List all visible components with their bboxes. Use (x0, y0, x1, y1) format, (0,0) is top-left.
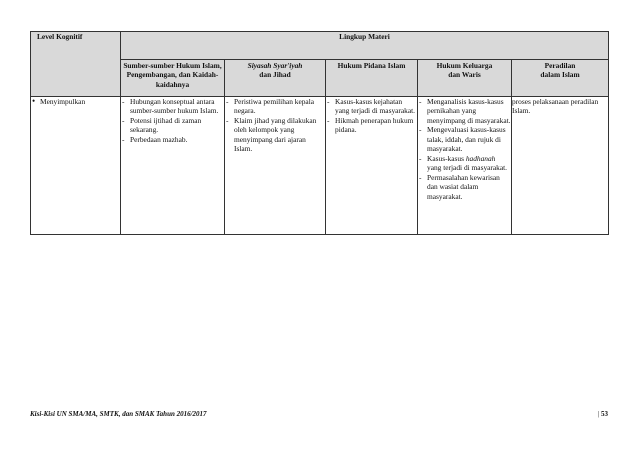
cell-hukum-keluarga (418, 97, 512, 235)
list-item: - Hubungan konseptual antara sumber-sumber hukum Islam. (121, 97, 224, 116)
list-item: - Hikmah penerapan hukum pidana. (326, 116, 417, 135)
list-item: - Permasalahan kewarisan dan wasiat dalam masyarakat. (418, 173, 511, 201)
page-number: | 53 (597, 410, 608, 418)
exam-grid-table (30, 31, 609, 235)
cell-siyasah (225, 97, 326, 235)
cell-peradilan: proses pelaksanaan peradilan Islam. (512, 97, 609, 235)
footer-title: Kisi-Kisi UN SMA/MA, SMTK, dan SMAK Tahun 2016/2017 (30, 410, 207, 418)
topic-header-hukum-keluarga: Hukum Keluarga dan Waris (418, 60, 512, 97)
list-item: - Mengevaluasi kasus-kasus talak, iddah, dan rujuk di masyarakat. (418, 125, 511, 153)
list-item: - Kasus-kasus kejahatan yang terjadi di masyarakat. (326, 97, 417, 116)
topic-header-siyasah: Siyasah Syar'iyah dan Jihad (225, 60, 326, 97)
list-item: - Peristiwa pemilihan kepala negara. (225, 97, 325, 116)
list-item: - Kasus-kasus hadhanah yang terjadi di masyarakat. (418, 154, 511, 173)
page-footer (30, 410, 608, 422)
level-cell (31, 97, 121, 235)
cell-hukum-pidana (326, 97, 418, 235)
topic-header-peradilan: Peradilan dalam Islam (512, 60, 609, 97)
list-item: - Perbedaan mazhab. (121, 135, 224, 144)
lingkup-materi-header: Lingkup Materi (121, 32, 609, 60)
cell-sumber-hukum (121, 97, 225, 235)
table-row (31, 97, 609, 235)
topic-header-hukum-pidana: Hukum Pidana Islam (326, 60, 418, 97)
topic-header-sumber-hukum: Sumber-sumber Hukum Islam, Pengembangan, dan Kaidah-kaidahnya (121, 60, 225, 97)
level-kognitif-header: Level Kognitif (31, 32, 121, 97)
list-item: - Klaim jihad yang dilakukan oleh kelompok yang menyimpang dari ajaran Islam. (225, 116, 325, 154)
list-item: - Potensi ijtihad di zaman sekarang. (121, 116, 224, 135)
level-item: • Menyimpulkan (31, 97, 120, 106)
list-item: - Menganalisis kasus-kasus pernikahan yang menyimpang di masyarakat. (418, 97, 511, 125)
